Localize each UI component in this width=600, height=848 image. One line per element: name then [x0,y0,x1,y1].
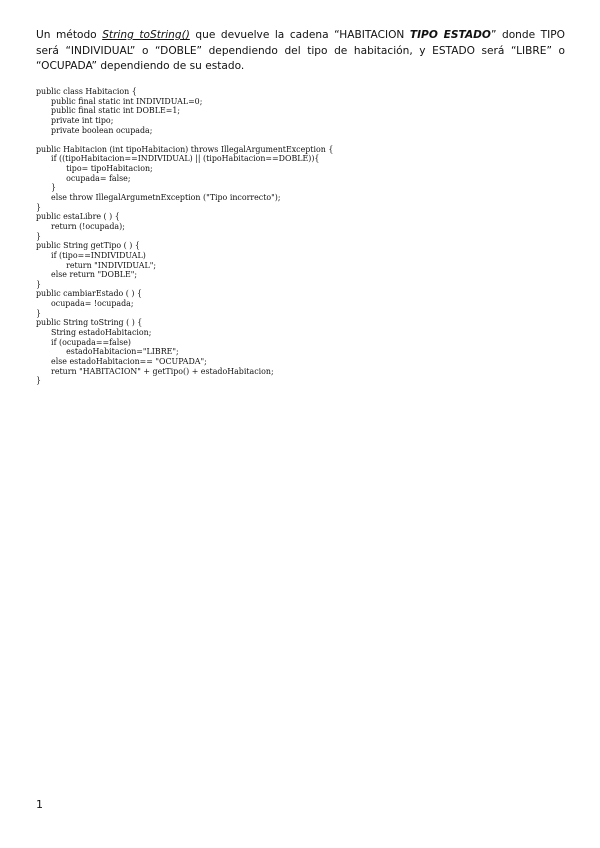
code-line: } [36,202,42,212]
code-line: ocupada= false; [36,173,131,183]
code-line: else return "DOBLE"; [36,270,138,280]
code-line: public class Habitacion { [36,87,137,96]
code-line: } [36,308,42,318]
page-number: 1 [36,798,43,811]
intro-text-2: que devuelve la cadena “HABITACION [189,29,410,41]
code-line: return (!ocupada); [36,221,125,231]
code-line: } [36,231,42,241]
intro-paragraph [36,28,565,75]
code-line: tipo= tipoHabitacion; [36,164,153,174]
method-name: String toString() [102,29,190,41]
code-line: public Habitacion (int tipoHabitacion) throws IllegalArgumentException { [36,144,334,154]
code-line: else estadoHabitacion== "OCUPADA"; [36,356,207,366]
code-line [36,135,576,145]
code-line: private boolean ocupada; [36,125,153,135]
code-line: return "HABITACION" + getTipo() + estadoHabitacion; [36,366,274,376]
intro-text-1: Un método [36,29,103,41]
code-line: public final static int INDIVIDUAL=0; [36,96,203,106]
code-line: estadoHabitacion="LIBRE"; [36,347,179,357]
code-line: private int tipo; [36,115,114,125]
code-line: if (tipo==INDIVIDUAL) [36,250,146,260]
code-line: return "INDIVIDUAL"; [36,260,157,270]
code-line: public estaLibre ( ) { [36,212,120,222]
code-line: } [36,376,42,386]
code-line: public cambiarEstado ( ) { [36,289,143,299]
code-line: ocupada= !ocupada; [36,299,134,309]
code-line: if (ocupada==false) [36,337,132,347]
intro-text-3: ” donde TIPO será “INDIVIDUAL” o “DOBLE” dependiendo del tipo de habitación, y ESTADO será “LIBRE” o “OCUPADA” dependiendo de su estado. [36,29,565,72]
emphasis-text: TIPO ESTADO [409,29,491,41]
code-line: if ((tipoHabitacion==INDIVIDUAL) || (tipoHabitacion==DOBLE)){ [36,154,320,164]
code-line: public final static int DOBLE=1; [36,106,181,116]
code-line: public String toString ( ) { [36,318,143,328]
code-line: public String getTipo ( ) { [36,241,140,251]
code-line: String estadoHabitacion; [36,328,152,338]
code-block [36,87,576,386]
code-line: else throw IllegalArgumetnException ("Tipo incorrecto"); [36,193,281,203]
code-line: } [36,183,57,193]
code-line: } [36,279,42,289]
